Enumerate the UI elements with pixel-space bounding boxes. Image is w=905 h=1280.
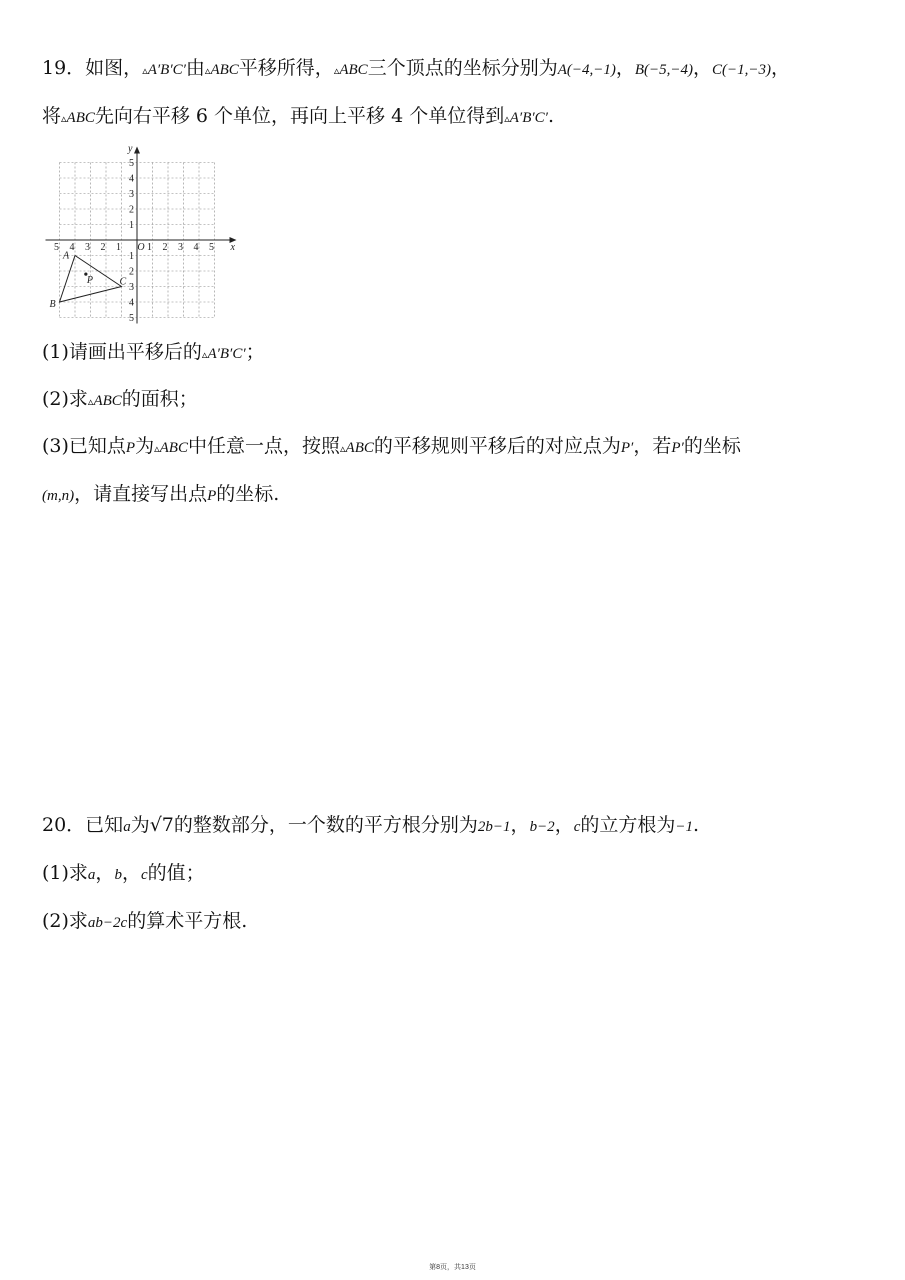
q19-line1: [42, 56, 790, 83]
triangle-name: A′B′C′: [147, 62, 186, 78]
text: 的面积；: [121, 388, 198, 410]
x-tick-label: 4: [193, 242, 199, 253]
q19-line2: [42, 104, 554, 131]
triangle-symbol: ▵: [201, 348, 208, 361]
text: 的算术平方根.: [127, 910, 248, 932]
text: 的整数部分，一个数的平方根分别为: [173, 814, 478, 836]
variable: c: [140, 867, 148, 883]
point-name: P: [207, 488, 217, 504]
text: ；: [245, 341, 265, 363]
text: 三个顶点的坐标分别为: [367, 57, 558, 79]
q19-number: 19．如图，: [42, 57, 143, 79]
triangle-name: A′B′C′: [509, 110, 548, 126]
q20-part2: [42, 909, 247, 935]
triangle-symbol: ▵: [340, 442, 346, 455]
y-tick-label: 5: [129, 313, 134, 324]
vertex-label-b: B: [49, 299, 56, 310]
point-name: P′: [671, 440, 684, 456]
text: 的平移规则平移后的对应点为: [373, 435, 621, 457]
x-tick-label: 4: [69, 242, 75, 253]
triangle-symbol: ▵: [504, 112, 510, 125]
triangle-name: A′B′C′: [207, 346, 246, 362]
triangle-name: ABC: [66, 110, 95, 126]
q20-number: 20．已知: [42, 814, 124, 836]
y-tick-label: 1: [129, 251, 134, 262]
y-tick-label: 4: [129, 297, 134, 309]
x-tick-label: 1: [116, 242, 121, 253]
text: 的坐标.: [216, 483, 280, 505]
separator: ，: [121, 862, 141, 884]
triangle-name: ABC: [93, 393, 122, 409]
separator: ，: [615, 57, 635, 79]
y-tick-label: 4: [129, 173, 134, 185]
text: (2)求: [42, 388, 88, 410]
coordinate-grid-figure: [40, 140, 250, 325]
x-tick-label: 3: [85, 242, 90, 253]
point-name: P: [125, 440, 136, 456]
text: ，请直接写出点: [74, 483, 208, 505]
x-tick-label: 5: [209, 242, 214, 253]
text: (2)求: [42, 910, 88, 932]
q20-part1: [42, 861, 205, 887]
triangle-symbol: ▵: [333, 64, 340, 77]
expression: b−2: [529, 819, 555, 835]
variable: c: [573, 819, 581, 835]
text: 将: [42, 105, 62, 127]
triangle-symbol: ▵: [142, 64, 148, 77]
text: 为: [135, 435, 155, 457]
sqrt-expression: √7: [149, 814, 174, 836]
x-tick-label: 3: [178, 242, 183, 253]
text: ，: [771, 57, 791, 79]
x-tick-label: O: [137, 242, 145, 253]
text: 的坐标: [683, 435, 741, 457]
text: 的立方根为: [580, 814, 676, 836]
x-tick-label: 2: [162, 242, 168, 253]
point-label-p: P: [86, 275, 93, 287]
separator: ，: [510, 814, 530, 836]
y-axis-label: y: [128, 143, 133, 155]
separator: ，: [95, 862, 115, 884]
y-tick-label: 5: [129, 158, 134, 169]
text: (1)求: [42, 862, 88, 884]
text: (3)已知点: [42, 435, 126, 457]
vertex-label-c: C: [119, 276, 127, 288]
expression: ab−2c: [87, 915, 128, 931]
variable: a: [123, 819, 131, 835]
text: ，若: [633, 435, 672, 457]
y-tick-label: 2: [129, 204, 134, 216]
triangle-symbol: ▵: [154, 442, 160, 455]
point-a-coord: A(−4,−1): [557, 62, 616, 78]
text: 由: [185, 57, 205, 79]
triangle-symbol: ▵: [204, 64, 211, 77]
triangle-symbol: ▵: [87, 395, 94, 408]
x-tick-label: 2: [100, 242, 106, 253]
y-tick-label: 1: [129, 220, 134, 231]
text: .: [547, 105, 554, 127]
y-tick-label: 3: [129, 189, 134, 200]
expression: −1: [675, 819, 694, 835]
x-tick-label: 1: [147, 242, 152, 253]
q19-part3: [42, 434, 741, 461]
variable: b: [114, 867, 122, 883]
tick-labels: [54, 158, 214, 324]
page-footer: 第8页，共13页: [429, 1264, 476, 1271]
separator: ，: [554, 814, 574, 836]
triangle-symbol: ▵: [61, 112, 67, 125]
y-axis-arrow: [134, 147, 140, 154]
text: 平移所得，: [238, 57, 334, 79]
text: 先向右平移 6 个单位，再向上平移 4 个单位得到: [94, 105, 505, 127]
vertex-label-a: A: [63, 250, 70, 262]
q19-part2: [42, 387, 198, 414]
triangle-name: ABC: [210, 62, 239, 78]
y-tick-label: 2: [129, 266, 134, 278]
point-b-coord: B(−5,−4): [634, 62, 694, 78]
triangle-name: ABC: [159, 440, 188, 456]
text: 的值；: [147, 862, 205, 884]
separator: ，: [693, 57, 713, 79]
text: 中任意一点，按照: [187, 435, 340, 457]
point-name: P′: [620, 440, 634, 456]
q19-part3-cont: [42, 482, 279, 508]
coord-expression: (m,n): [42, 488, 75, 504]
q19-part1: [42, 340, 265, 367]
text: (1)请画出平移后的: [42, 341, 202, 363]
triangle-name: ABC: [345, 440, 374, 456]
axes: [46, 147, 237, 324]
expression: 2b−1: [477, 819, 511, 835]
variable: a: [87, 867, 96, 883]
x-tick-label: 5: [54, 242, 59, 253]
y-tick-label: 3: [129, 282, 134, 293]
q20-line1: [42, 813, 699, 839]
text: .: [693, 814, 700, 836]
x-axis-label: x: [230, 242, 235, 253]
triangle-name: ABC: [339, 62, 368, 78]
point-c-coord: C(−1,−3): [712, 62, 772, 78]
text: 为: [130, 814, 150, 836]
